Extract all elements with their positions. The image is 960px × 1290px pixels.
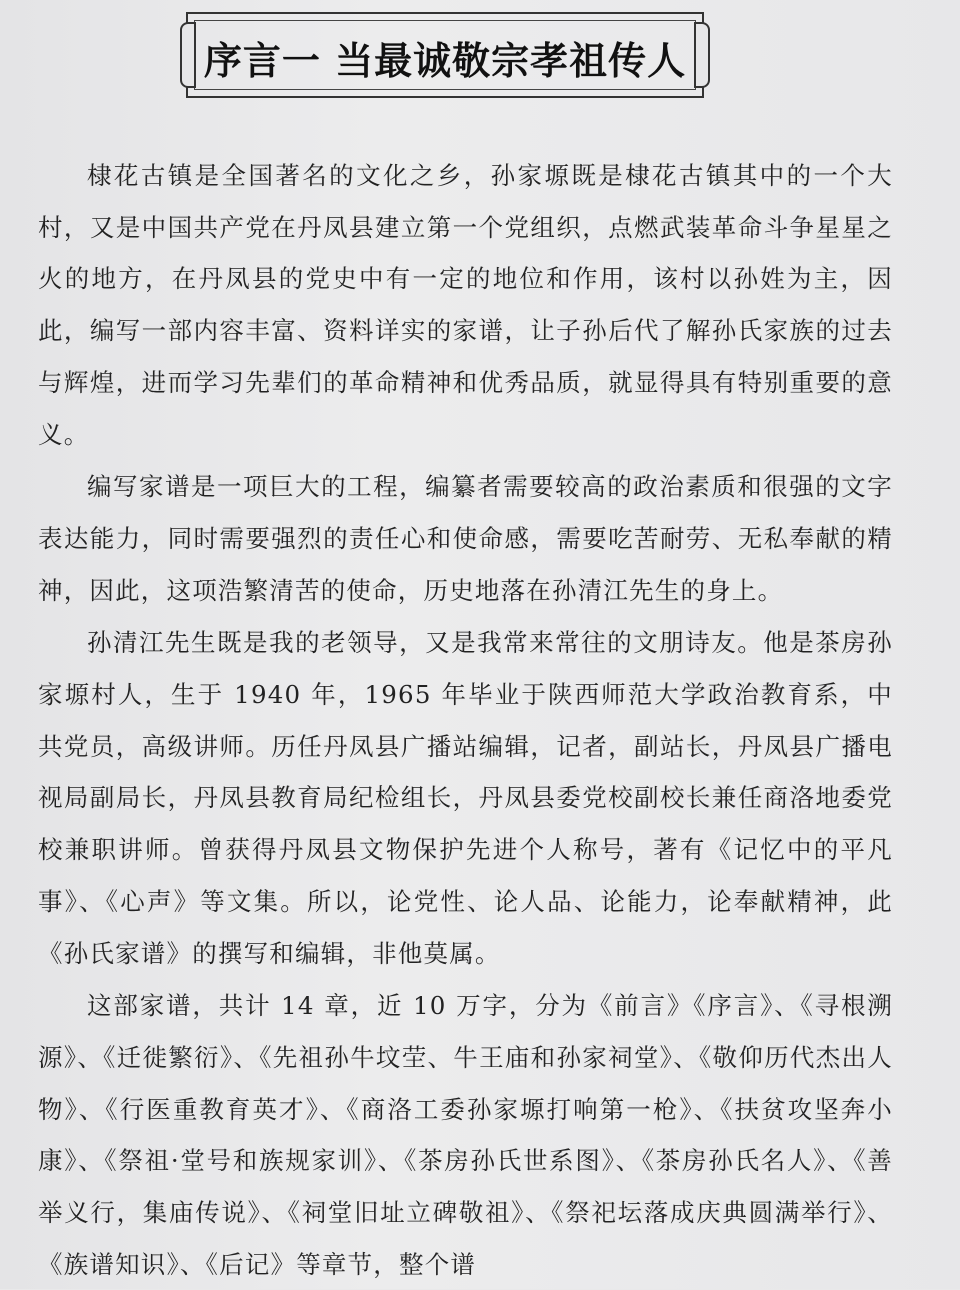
page-title: 序言一 当最诚敬宗孝祖传人 (203, 38, 687, 83)
body-text (38, 150, 893, 1290)
paragraph-4: 这部家谱，共计 14 章，近 10 万字，分为《前言》《序言》、《寻根溯源》、《迁徙繁衍》、《先祖孙牛坟茔、牛王庙和孙家祠堂》、《敬仰历代杰出人物》、《行医重教育英才》、《商洛工委孙家塬打响第一枪》、《扶贫攻坚奔小康》、《祭祖·堂号和族规家训》、《茶房孙氏世系图》、《茶房孙氏名人》、《善举义行，集庙传说》、《祠堂旧址立碑敬祖》、《祭祀坛落成庆典圆满举行》、《族谱知识》、《后记》等章节，整个谱 (38, 991, 893, 1279)
paragraph-2: 编写家谱是一项巨大的工程，编纂者需要较高的政治素质和很强的文字表达能力，同时需要强烈的责任心和使命感，需要吃苦耐劳、无私奉献的精神，因此，这项浩繁清苦的使命，历史地落在孙清江先生的身上。 (38, 472, 893, 605)
title-frame (186, 12, 704, 98)
paragraph-3: 孙清江先生既是我的老领导，又是我常来常往的文朋诗友。他是茶房孙家塬村人，生于 1940 年，1965 年毕业于陕西师范大学政治教育系，中共党员，高级讲师。历任丹凤县广播站编辑，记者，副站长，丹凤县广播电视局副局长，丹凤县教育局纪检组长，丹凤县委党校副校长兼任商洛地委党校兼职讲师。曾获得丹凤县文物保护先进个人称号，著有《记忆中的平凡事》、《心声》等文集。所以，论党性、论人品、论能力，论奉献精神，此《孙氏家谱》的撰写和编辑，非他莫属。 (38, 628, 893, 968)
paragraph-1: 棣花古镇是全国著名的文化之乡，孙家塬既是棣花古镇其中的一个大村，又是中国共产党在丹凤县建立第一个党组织，点燃武装革命斗争星星之火的地方，在丹凤县的党史中有一定的地位和作用，该村以孙姓为主，因此，编写一部内容丰富、资料详实的家谱，让子孙后代了解孙氏家族的过去与辉煌，进而学习先辈们的革命精神和优秀品质，就显得具有特别重要的意义。 (38, 161, 893, 449)
